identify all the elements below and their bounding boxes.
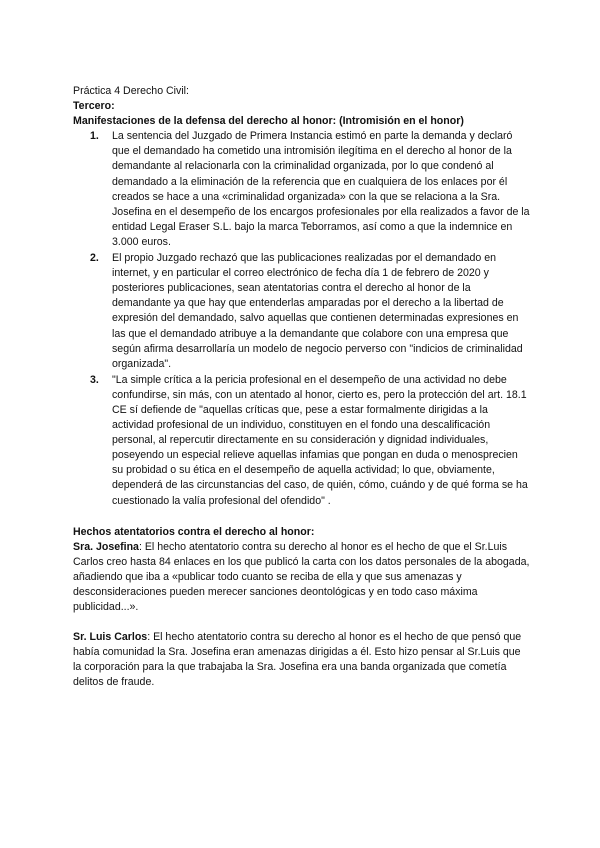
section-label: Tercero: <box>73 100 115 113</box>
header-line: Práctica 4 Derecho Civil: <box>73 85 189 97</box>
list-item-number: 1. <box>90 130 99 143</box>
spacer <box>73 510 531 525</box>
list-item-number: 2. <box>90 252 99 265</box>
list-item-text: La sentencia del Juzgado de Primera Instancia estimó en parte la demanda y declaró que el demandado ha cometido una intromisión ilegítima en el derecho al honor de la demandante al relacionarla con la criminalidad organizada, por lo que condenó al demandado a la eliminación de la referencia que en cualquiera de los enlaces por él creados se hace a una «criminalidad organizada» con la que se relaciona a la Sra. Josefina en el desempeño de los encargos profesionales por ella realizados a favor de la entidad Legal Eraser S.L. bajo la marca Teborramos, así como a que la indemnice en 3.000 euros. <box>112 130 530 248</box>
list-item-text: El propio Juzgado rechazó que las publicaciones realizadas por el demandado en internet, y en particular el correo electrónico de fecha día 1 de febrero de 2020 y posteriores publicaciones, sean atentatorias contra el derecho al honor de la demandante ya que hay que entenderlas amparadas por el derecho a la libertad de expresión del demandado, salvo aquellas que contienen determinadas expresiones en las que el demandado atribuye a la demandante que colabore con una empresa que según afirma desarrollaría un modelo de negocio perverso con "indicios de criminalidad organizada". <box>112 252 523 370</box>
luis-carlos-label: Sr. Luis Carlos <box>73 631 148 644</box>
luis-carlos-paragraph <box>73 630 531 690</box>
list-item <box>73 251 531 372</box>
luis-carlos-text: : El hecho atentatorio contra su derecho al honor es el hecho de que pensó que había comunidad la Sra. Josefina eran amenazas dirigidas a él. Esto hizo pensar al Sr.Luis que la corporación para la que trabajaba la Sra. Josefina era una banda organizada que cometía delitos de fraude. <box>73 631 522 689</box>
list-item <box>73 373 531 509</box>
numbered-list <box>73 129 531 508</box>
list-item-text: "La simple crítica a la pericia profesional en el desempeño de una actividad no debe confundirse, sin más, con un atentado al honor, cierto es, pero la protección del art. 18.1 CE sí defiende de "aquellas críticas que, pese a estar formalmente dirigidas a la actividad profesional de un individuo, constituyen en el fondo una descalificación personal, al repercutir directamente en su consideración y dignidad individuales, poseyendo un especial relieve aquellas infamias que pongan en duda o menosprecien su probidad o su ética en el desempeño de aquella actividad; lo que, obviamente, dependerá de las circunstancias del caso, de quién, cómo, cuándo y de qué forma se ha cuestionado la valía profesional del ofendido" . <box>112 373 528 507</box>
josefina-label: Sra. Josefina <box>73 540 139 553</box>
list-item <box>73 129 531 250</box>
list-item-number: 3. <box>90 373 99 386</box>
section-title: Manifestaciones de la defensa del derecho al honor: (Intromisión en el honor) <box>73 115 464 128</box>
josefina-paragraph <box>73 540 531 615</box>
hechos-title: Hechos atentatorios contra el derecho al honor: <box>73 525 315 538</box>
document-body <box>73 84 531 691</box>
josefina-text: : El hecho atentatorio contra su derecho al honor es el hecho de que el Sr.Luis Carlos creo hasta 84 enlaces en los que publicó la carta con los datos personales de la abogada, añadiendo que iba a «publicar todo cuanto se reciba de ella y que sus amenazas y desconsideraciones pueden merecer sanciones deontológicas y en todo caso máxima publicidad...». <box>73 540 530 614</box>
spacer <box>73 615 531 630</box>
